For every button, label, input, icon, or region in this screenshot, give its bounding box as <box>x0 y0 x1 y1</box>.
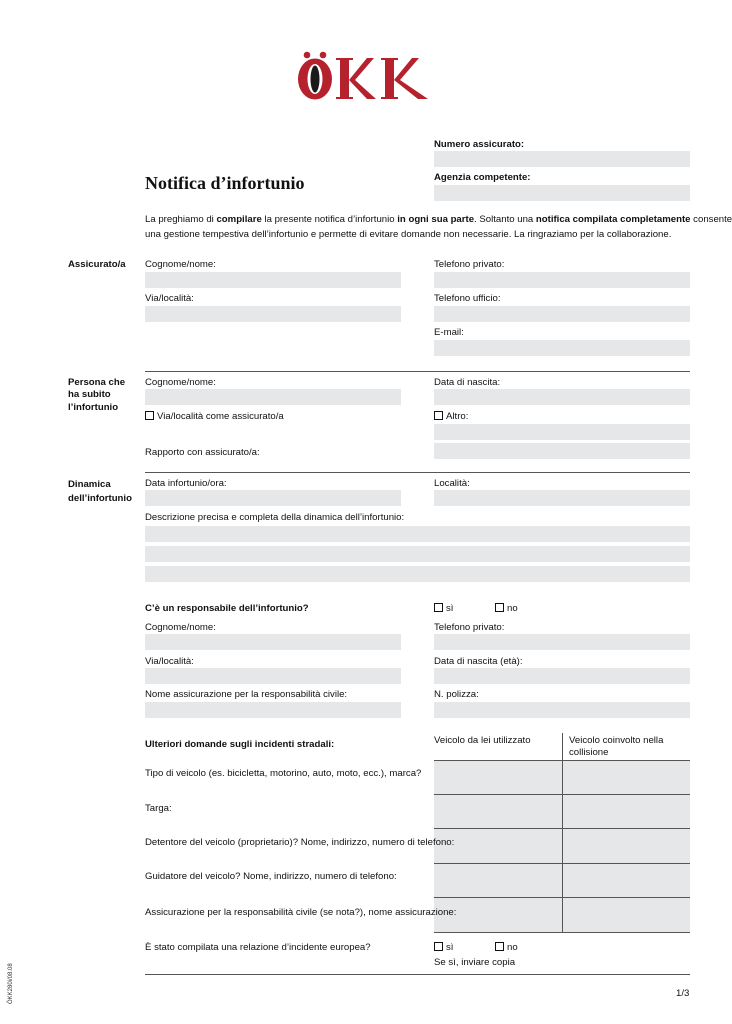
responsabile-no-option[interactable] <box>495 603 518 615</box>
inviare-copia-note: Se sì, inviare copia <box>434 957 516 968</box>
section-dinamica-line: Dinamica <box>68 479 111 490</box>
responsabile-polizza-input[interactable] <box>434 702 690 718</box>
descrizione-input-1[interactable] <box>145 526 690 542</box>
relazione-no-option[interactable] <box>495 942 518 954</box>
assicurato-via-label: Via/località: <box>145 293 194 304</box>
descrizione-input-2[interactable] <box>145 546 690 562</box>
numero-assicurato-label: Numero assicurato: <box>434 139 525 150</box>
cell-q2-utilizzato[interactable] <box>434 795 562 828</box>
col-veicolo-coinvolto-line: Veicolo coinvolto nella <box>569 735 664 746</box>
divider <box>145 472 690 473</box>
cell-q1-coinvolto[interactable] <box>563 761 690 794</box>
assicurato-cognome-label: Cognome/nome: <box>145 259 216 270</box>
section-assicurato: Assicurato/a <box>68 259 126 270</box>
assicurato-tel-ufficio-input[interactable] <box>434 306 690 322</box>
assicurato-tel-privato-label: Telefono privato: <box>434 259 505 270</box>
responsabile-polizza-label: N. polizza: <box>434 689 479 700</box>
agenzia-competente-label: Agenzia competente: <box>434 172 531 183</box>
relazione-si-option[interactable] <box>434 942 453 954</box>
page-title: Notifica d’infortunio <box>145 173 305 193</box>
stradali-heading: Ulteriori domande sugli incidenti stradali: <box>145 739 335 750</box>
altro-option[interactable] <box>434 411 468 423</box>
descrizione-input-3[interactable] <box>145 566 690 582</box>
col-veicolo-coinvolto <box>569 735 663 759</box>
assicurato-cognome-input[interactable] <box>145 272 401 288</box>
persona-data-nascita-label: Data di nascita: <box>434 377 501 388</box>
responsabile-data-nascita-input[interactable] <box>434 668 690 684</box>
assicurato-email-input[interactable] <box>434 340 690 356</box>
via-come-assicurato-checkbox[interactable] <box>145 411 154 420</box>
cell-q5-coinvolto[interactable] <box>563 898 690 932</box>
responsabile-cognome-input[interactable] <box>145 634 401 650</box>
responsabile-tel-input[interactable] <box>434 634 690 650</box>
relazione-si-label: sì <box>446 942 454 953</box>
q-targa: Targa: <box>145 803 172 814</box>
responsabile-si-option[interactable] <box>434 603 453 615</box>
persona-cognome-input[interactable] <box>145 389 401 405</box>
intro-part: la presente notifica d’infortunio <box>261 214 398 225</box>
col-veicolo-coinvolto-line: collisione <box>569 747 609 758</box>
section-persona <box>68 377 125 414</box>
assicurato-tel-ufficio-label: Telefono ufficio: <box>434 293 501 304</box>
data-ora-input[interactable] <box>145 490 401 506</box>
q-guidatore: Guidatore del veicolo? Nome, indirizzo, numero di telefono: <box>145 871 397 882</box>
q-relazione-europea: È stato compilata una relazione d’incidente europea? <box>145 942 371 953</box>
cell-q4-utilizzato[interactable] <box>434 864 562 897</box>
okk-logo-mark <box>296 50 432 102</box>
cell-q1-utilizzato[interactable] <box>434 761 562 794</box>
intro-part: consente <box>690 214 732 225</box>
intro-bold: notifica compilata completamente <box>535 214 691 225</box>
agenzia-competente-input[interactable] <box>434 185 690 201</box>
localita-input[interactable] <box>434 490 690 506</box>
section-persona-line: ha subito <box>68 389 111 401</box>
responsabile-assicurazione-label: Nome assicurazione per la responsabilità civile: <box>145 689 348 700</box>
table-header-separator <box>562 733 563 760</box>
assicurato-tel-privato-input[interactable] <box>434 272 690 288</box>
divider <box>145 974 690 975</box>
q-tipo-veicolo: Tipo di veicolo (es. bicicletta, motorino, auto, moto, ecc.), marca? <box>145 768 422 779</box>
intro-text <box>145 213 732 242</box>
assicurato-email-label: E-mail: <box>434 327 464 338</box>
relazione-si-checkbox[interactable] <box>434 942 443 951</box>
relazione-no-checkbox[interactable] <box>495 942 504 951</box>
q-assicurazione: Assicurazione per la responsabilità civile (se nota?), nome assicurazione: <box>145 907 457 918</box>
persona-data-nascita-input[interactable] <box>434 389 690 405</box>
assicurato-via-input[interactable] <box>145 306 401 322</box>
responsabile-via-label: Via/località: <box>145 656 194 667</box>
via-come-assicurato-option[interactable] <box>145 411 284 423</box>
responsabile-no-checkbox[interactable] <box>495 603 504 612</box>
intro-part: . Soltanto una <box>474 214 536 225</box>
divider <box>145 371 690 372</box>
section-persona-line: Persona che <box>68 377 126 388</box>
responsabile-si-label: sì <box>446 603 454 614</box>
responsabile-data-nascita-label: Data di nascita (età): <box>434 656 523 667</box>
data-ora-label: Data infortunio/ora: <box>145 478 227 489</box>
altro-checkbox[interactable] <box>434 411 443 420</box>
form-code: ÖKK280i/08.08 <box>8 963 14 1004</box>
vehicle-table <box>434 760 690 933</box>
altro-input-1[interactable] <box>434 424 690 440</box>
cell-q2-coinvolto[interactable] <box>563 795 690 828</box>
intro-bold: in ogni sua parte <box>397 214 475 225</box>
cell-q4-coinvolto[interactable] <box>563 864 690 897</box>
responsabile-tel-label: Telefono privato: <box>434 622 505 633</box>
responsabile-via-input[interactable] <box>145 668 401 684</box>
persona-cognome-label: Cognome/nome: <box>145 377 216 388</box>
relazione-no-label: no <box>507 942 518 953</box>
section-persona-line: l’infortunio <box>68 401 119 413</box>
intro-line-2: una gestione tempestiva dell’infortunio e permette di evitare domande non necessarie. La ringraziamo per la collaborazione. <box>145 228 672 240</box>
via-come-assicurato-label: Via/località come assicurato/a <box>157 411 284 422</box>
cell-q3-coinvolto[interactable] <box>563 829 690 863</box>
intro-part: La preghiamo di <box>145 214 217 225</box>
responsabile-assicurazione-input[interactable] <box>145 702 401 718</box>
q-detentore: Detentore del veicolo (proprietario)? Nome, indirizzo, numero di telefono: <box>145 837 455 848</box>
page-number: 1/3 <box>676 988 690 999</box>
intro-bold: compilare <box>216 214 262 225</box>
numero-assicurato-input[interactable] <box>434 151 690 167</box>
altro-input-2[interactable] <box>434 443 690 459</box>
descrizione-label: Descrizione precisa e completa della dinamica dell’infortunio: <box>145 512 405 523</box>
rapporto-label: Rapporto con assicurato/a: <box>145 447 260 458</box>
responsabile-no-label: no <box>507 603 518 614</box>
responsabile-question: C’è un responsabile dell’infortunio? <box>145 603 309 614</box>
responsabile-cognome-label: Cognome/nome: <box>145 622 216 633</box>
okk-logo <box>296 50 432 102</box>
section-dinamica <box>68 478 132 506</box>
section-dinamica-line: dell’infortunio <box>68 493 132 504</box>
responsabile-si-checkbox[interactable] <box>434 603 443 612</box>
col-veicolo-utilizzato: Veicolo da lei utilizzato <box>434 735 531 746</box>
localita-label: Località: <box>434 478 470 489</box>
altro-label: Altro: <box>446 411 469 422</box>
